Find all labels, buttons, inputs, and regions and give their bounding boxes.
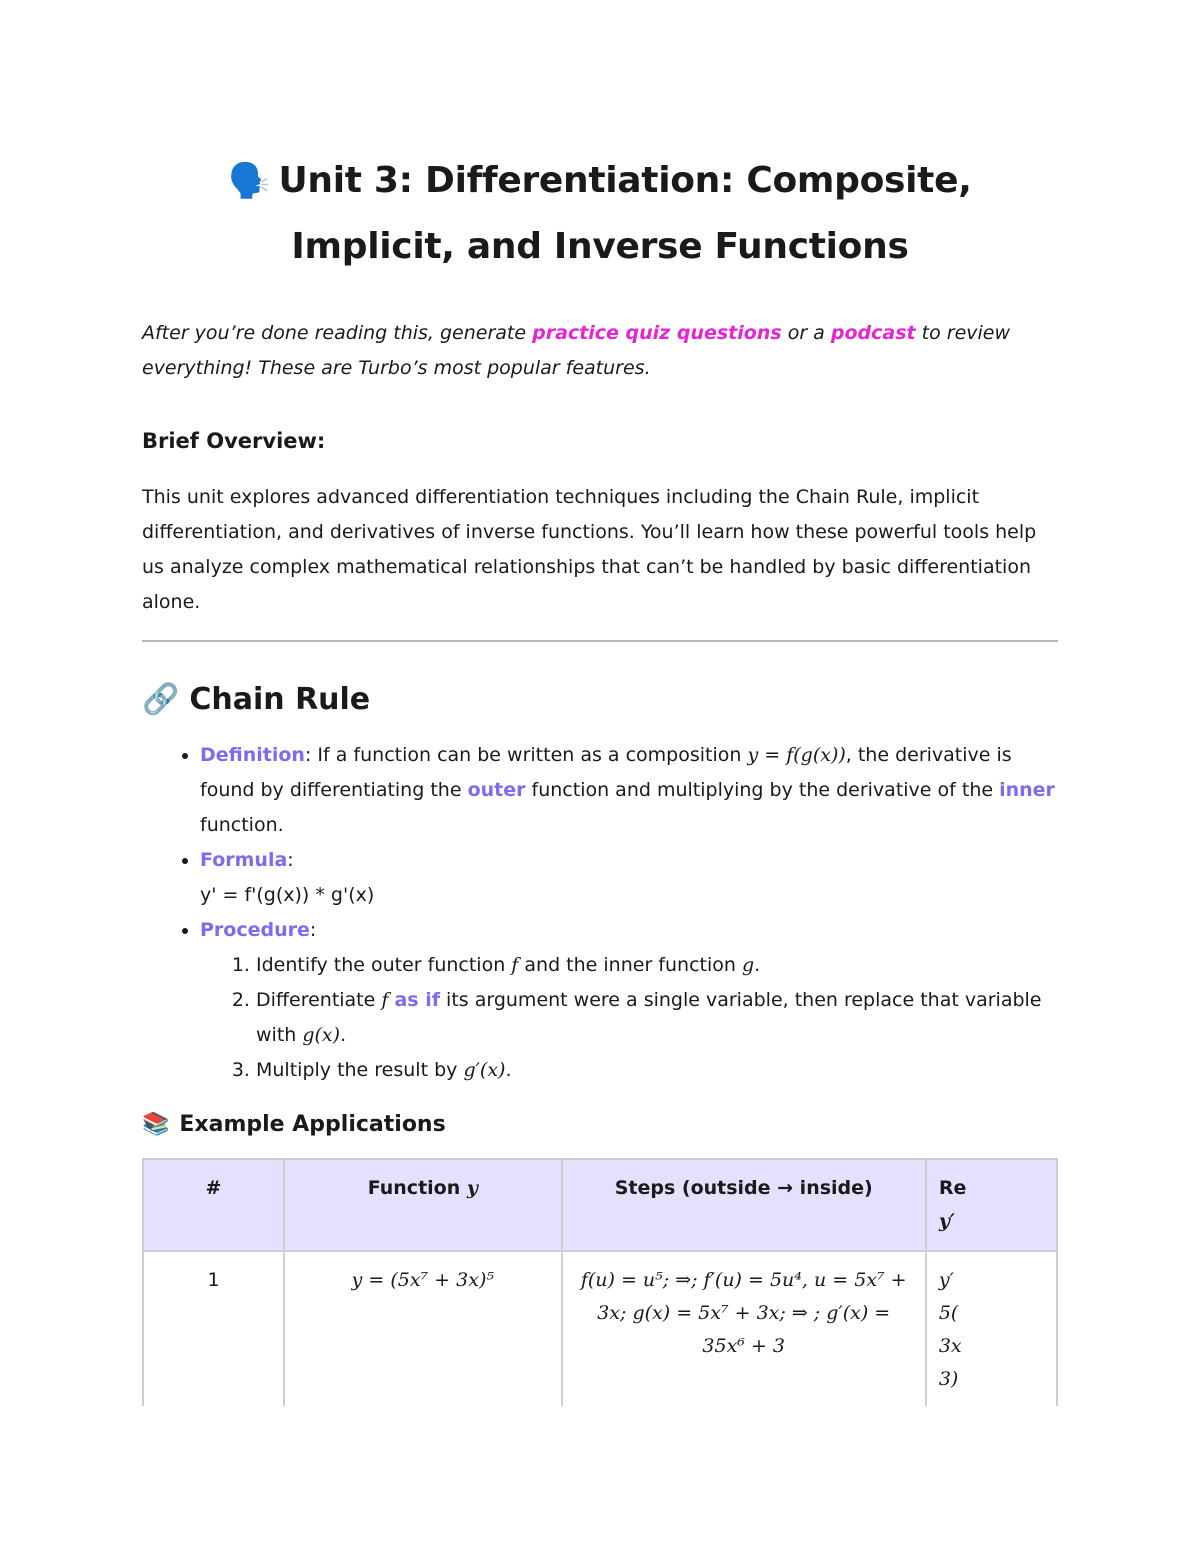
header-function-text: Function [367,1177,467,1199]
inner-highlight: inner [999,779,1055,801]
chain-rule-list [142,738,1058,1088]
chain-rule-title: Chain Rule [189,682,371,717]
definition-text-3: function and multiplying by the derivative of the [525,779,1000,801]
formula-colon: : [287,849,294,871]
header-result-text: Re [938,1177,967,1199]
row1-result-l4: 3) [938,1368,959,1390]
definition-math: y = f(g(x)) [747,744,846,766]
step1-text-a: Identify the outer function [256,954,512,976]
header-function-var: y [466,1177,478,1199]
header-result-var: y′ [938,1210,955,1232]
row1-num: 1 [143,1251,284,1406]
definition-label: Definition [200,744,305,766]
header-num: # [143,1159,284,1251]
procedure-step-2 [256,983,1058,1053]
row1-result [926,1251,1057,1406]
intro-paragraph [142,316,1058,386]
step1-f: f [511,954,519,976]
procedure-colon: : [309,919,317,941]
step1-text-c: . [754,954,761,976]
header-steps: Steps (outside → inside) [562,1159,926,1251]
section-divider [142,640,1058,642]
procedure-label: Procedure [200,919,310,941]
header-result [926,1159,1057,1251]
step2-f: f [381,989,389,1011]
formula-item [200,843,1058,913]
overview-body: This unit explores advanced differentiation techniques including the Chain Rule, implicit differentiation, and derivatives of inverse functions. You’ll learn how these powerful tools help us analyze complex mathematical relationships that can’t be handled by basic differentiation alone. [142,486,1037,613]
link-icon: 🔗 [142,682,180,717]
step1-text-b: and the inner function [518,954,742,976]
practice-quiz-link[interactable]: practice quiz questions [532,322,782,344]
row1-result-l1: y′ [938,1269,954,1291]
definition-text-4: function. [200,814,284,836]
definition-text-2: , the derivative is found by differentiating the [200,744,1012,801]
intro-text-2: or a [781,322,831,344]
row1-result-l2: 5( [938,1302,959,1324]
speaking-head-icon: 🗣️ [228,161,271,201]
intro-text-1: After you’re done reading this, generate [142,322,533,344]
examples-title: Example Applications [179,1112,446,1137]
formula-label: Formula [200,849,288,871]
step1-g: g [741,954,755,976]
step2-text-a: Differentiate [256,989,382,1011]
step2-text-b: its argument were a single variable, then replace that variable with [256,989,1042,1046]
procedure-steps [200,948,1058,1088]
step3-text-c: . [505,1059,512,1081]
document-page [142,148,1058,1406]
examples-table [142,1158,1058,1406]
procedure-step-3 [256,1053,1058,1088]
podcast-link[interactable]: podcast [830,322,916,344]
formula-text: y' = f'(g(x)) * g'(x) [200,884,375,906]
table-row [143,1251,1057,1406]
overview-heading: Brief Overview: [142,429,326,453]
as-if-highlight: as if [394,989,440,1011]
row1-function: y = (5x⁷ + 3x)⁵ [284,1251,562,1406]
examples-heading [142,1108,1058,1142]
title-line-1: Unit 3: Differentiation: Composite, [278,160,972,201]
intro-text-3: to review everything! These are Turbo’s most popular features. [142,322,1011,379]
outer-highlight: outer [467,779,526,801]
title-line-2: Implicit, and Inverse Functions [291,226,909,267]
chain-rule-heading [142,678,1058,722]
books-icon: 📚 [142,1112,170,1137]
step2-text-c: . [340,1024,347,1046]
procedure-step-1 [256,948,1058,983]
definition-text-1: : If a function can be written as a composition [304,744,748,766]
step2-g: g(x) [302,1024,341,1046]
procedure-item [200,913,1058,1088]
step3-text-a: Multiply the result by [256,1059,464,1081]
row1-result-l3: 3x [938,1335,962,1357]
page-title [142,148,1058,280]
definition-item [200,738,1058,843]
header-function [284,1159,562,1251]
step3-g: g′(x) [463,1059,506,1081]
row1-steps: f(u) = u⁵; ⇒; f′(u) = 5u⁴, u = 5x⁷ + 3x; g(x) = 5x⁷ + 3x; ⇒ ; g′(x) = 35x⁶ + 3 [562,1251,926,1406]
table-header-row [143,1159,1057,1251]
examples-table-container[interactable] [142,1158,1058,1406]
